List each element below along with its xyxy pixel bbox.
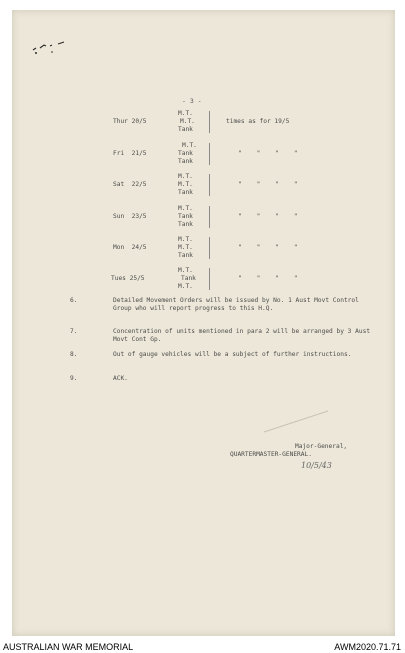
schedule-day: Sat 22/5 <box>113 181 147 188</box>
signature-title: QUARTERMASTER-GENERAL. <box>230 451 312 458</box>
pencil-mark <box>262 408 332 434</box>
schedule-day: Sun 23/5 <box>113 213 147 220</box>
paragraph-number: 9. <box>70 375 78 382</box>
handwritten-initials: 10/5/43 <box>301 461 332 470</box>
schedule-day: Fri 21/5 <box>113 150 147 157</box>
bracket-line <box>209 237 210 259</box>
paragraph-text: Concentration of units mentioned in para 2 will be arranged by 3 Aust Movt Cont Gp. <box>113 328 371 343</box>
bracket-line <box>209 143 210 165</box>
bracket-line <box>209 206 210 228</box>
schedule-note: " " " " <box>238 275 298 282</box>
paragraph-number: 7. <box>70 328 78 335</box>
schedule-day: Tues 25/5 <box>111 275 145 282</box>
schedule-type: M.T. <box>178 181 193 188</box>
paragraph-number: 8. <box>70 351 78 358</box>
schedule-type: Tank <box>178 126 193 133</box>
paragraph-text: Detailed Movement Orders will be issued by No. 1 Aust Movt Control Group who will report progress to this H.Q. <box>113 297 359 312</box>
schedule-type: Tank <box>178 189 193 196</box>
schedule-note: " " " " <box>238 150 298 157</box>
ink-marks <box>30 38 80 58</box>
schedule-type: M.T. <box>182 142 197 149</box>
bracket-line <box>209 111 210 133</box>
schedule-type: M.T. <box>178 110 193 117</box>
archive-name: AUSTRALIAN WAR MEMORIAL <box>3 642 134 652</box>
schedule-note: " " " " <box>238 181 298 188</box>
schedule-type: Tank <box>181 275 196 282</box>
schedule-type: Tank <box>178 213 193 220</box>
schedule-type: M.T. <box>178 205 193 212</box>
schedule-type: Tank <box>178 158 193 165</box>
archive-footer <box>0 638 405 653</box>
schedule-note: times as for 19/5 <box>226 118 290 125</box>
schedule-note: " " " " <box>238 244 298 251</box>
schedule-type: M.T. <box>178 236 193 243</box>
schedule-type: M.T. <box>178 283 193 290</box>
schedule-day: Mon 24/5 <box>113 244 147 251</box>
schedule-type: M.T. <box>178 173 193 180</box>
schedule-type: M.T. <box>178 267 193 274</box>
bracket-line <box>209 174 210 196</box>
paragraph-text: ACK. <box>113 375 128 382</box>
schedule-type: Tank <box>178 150 193 157</box>
signature-rank: Major-General, <box>295 443 348 450</box>
bracket-line <box>209 268 210 290</box>
schedule-day: Thur 20/5 <box>113 118 147 125</box>
schedule-type: Tank <box>178 252 193 259</box>
schedule-type: M.T. <box>180 118 195 125</box>
archive-reference: AWM2020.71.71 <box>334 642 401 652</box>
schedule-type: Tank <box>178 221 193 228</box>
paragraph-number: 6. <box>70 297 78 304</box>
document-page <box>12 10 395 636</box>
schedule-note: " " " " <box>238 213 298 220</box>
page-number: - 3 - <box>182 97 202 105</box>
paragraph-text: Out of gauge vehicles will be a subject of further instructions. <box>113 351 352 358</box>
schedule-type: M.T. <box>178 244 193 251</box>
